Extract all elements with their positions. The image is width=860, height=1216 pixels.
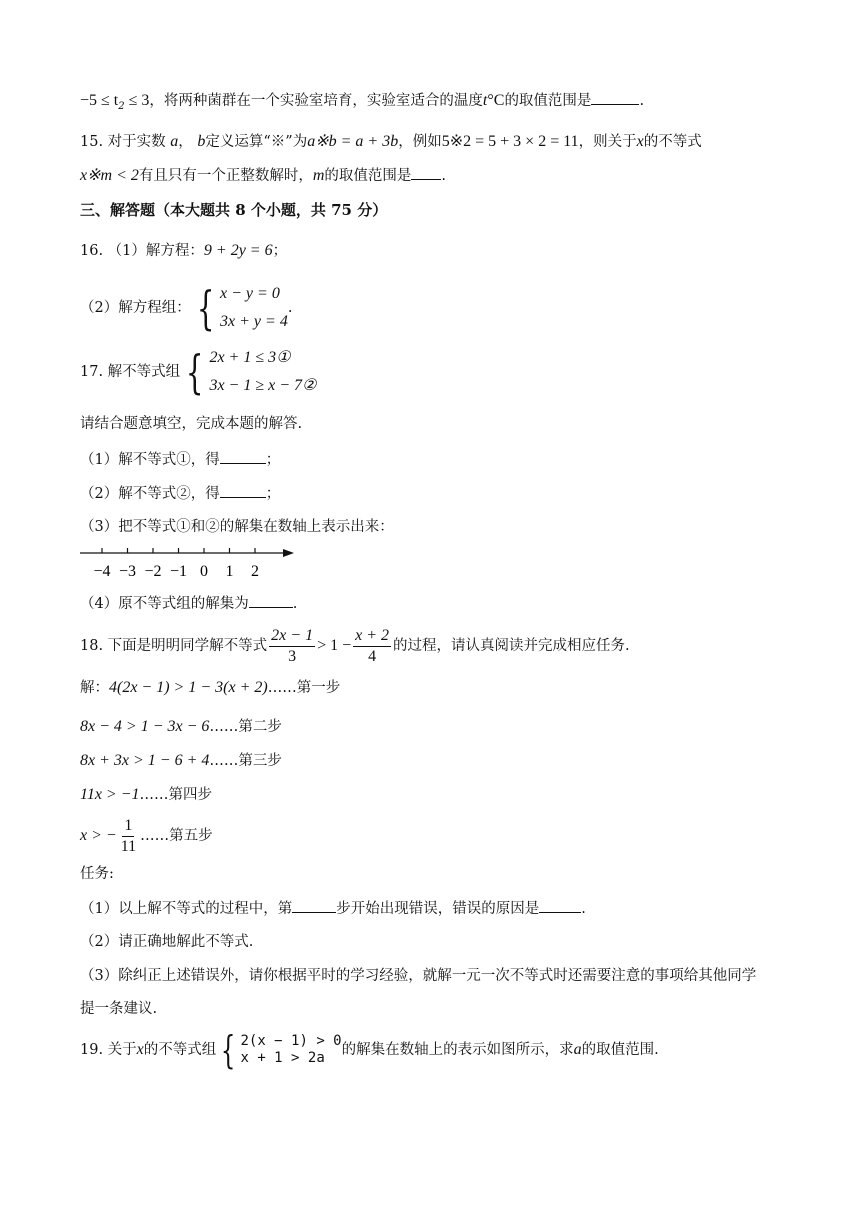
arrow-right-icon [283,549,294,557]
numerator: 2x − 1 [269,626,315,647]
q15-line2 [80,164,790,187]
equation: 9 + 2y = 6 [203,242,273,259]
q17-part3: （3）把不等式①和②的解集在数轴上表示出来： [80,519,394,535]
q15-text: 有且只有一个正整数解时， [138,168,313,184]
system-eq-2: 3x + y = 4 [220,313,288,330]
q17-text: 解不等式组 [107,364,181,380]
q15-text: 对于实数 [107,134,166,150]
step-expression: 11x > −1 [80,786,140,803]
q18-task3: （3）除纠正上述错误外，请你根据平时的学习经验，就解一元一次不等式时还需要注意的事项给其他同学 [80,968,757,984]
q19-text: 关于 [107,1042,137,1058]
q17-instruction: 请结合题意填空，完成本题的解答. [80,416,303,432]
q17-part4-label: （4）原不等式组的解集为 [80,596,249,612]
q18-header [80,622,790,670]
unit-celsius: °C [487,92,505,109]
step-expression: 8x + 3x > 1 − 6 + 4 [80,752,210,769]
period: . [639,93,645,109]
step-label: ……第三步 [209,753,282,769]
step-expression: x > − [80,827,117,844]
q17-header [80,344,790,404]
semicolon: ； [265,486,281,502]
answer-blank[interactable] [292,897,336,913]
q18-text: 下面是明明同学解不等式 [107,638,268,654]
temp-range-start: −5 ≤ t [80,92,119,109]
q17-part2 [80,482,790,505]
fraction-lhs [269,626,315,667]
inequality-system: { 2(x − 1) > 0 x + 1 > 2a [221,1028,342,1072]
question-number: 18. [80,638,104,654]
numerator: 1 [122,816,134,837]
q15-line1 [80,131,790,153]
period: . [292,596,298,612]
period: . [441,168,447,184]
q18-task1 [80,897,790,920]
fraction-rhs [353,626,391,667]
answer-blank[interactable] [591,89,639,105]
solution-label: 解： [80,680,109,696]
question-number: 15. [80,134,104,150]
number-line-tick-label: −1 [169,563,188,580]
q16-part1 [80,240,790,262]
system-eq-1: x − y = 0 [220,285,280,302]
temp-range-end: ≤ 3 [124,92,150,109]
q17-part2-label: （2）解不等式②，得 [80,486,220,502]
q18-task3-continued: 提一条建议. [80,1001,158,1017]
var-t: t [482,92,488,109]
answer-blank[interactable] [220,448,266,464]
denominator: 4 [368,647,377,665]
answer-blank[interactable] [220,482,266,498]
step-label: ……第四步 [139,787,213,803]
equation-system: { x − y = 0 3x + y = 4 [196,281,288,335]
q14-text: ，将两种菌群在一个实验室培育，实验室适合的温度 [149,93,483,109]
answer-blank[interactable] [411,164,441,180]
q17-part4 [80,592,790,615]
var-m: m [312,167,325,184]
q15-text: 的不等式 [643,134,702,150]
step-label: ……第二步 [209,719,282,735]
step-expression: 4(2x − 1) > 1 − 3(x + 2) [109,679,268,696]
q19-text: 的不等式组 [143,1042,217,1058]
q18-task2: （2）请正确地解此不等式. [80,934,254,950]
number-line-tick-label: −3 [118,563,137,580]
operation-definition: a※b = a + 3b [307,133,399,150]
q18-step5 [80,812,790,860]
semicolon: ； [272,243,288,259]
q17-part1 [80,448,790,471]
denominator: 11 [120,837,137,855]
number-line-tick-label: 1 [225,563,234,580]
q15-text: ，例如 [398,134,442,150]
q16-part2 [80,280,790,340]
number-line-tick-label: −4 [93,563,111,580]
operation-example: 5※2 = 5 + 3 × 2 = 11 [441,133,579,150]
section-heading: 三、解答题（本大题共 8 个小题，共 75 分） [80,201,388,219]
period: . [581,901,586,917]
period: . [287,300,293,316]
step-label: ……第五步 [140,828,213,844]
var-x: x [636,133,644,150]
step-expression: 8x − 4 > 1 − 3x − 6 [80,718,210,735]
denominator: 3 [288,647,297,665]
number-line-tick-label: 2 [251,563,259,580]
q15-text: 的取值范围是 [324,168,412,184]
q18-step2 [80,716,790,738]
q18-step1 [80,677,790,699]
q14-text2: 的取值范围是 [504,93,592,109]
var-a: a [573,1041,582,1058]
inequality-system: { 2x + 1 ≤ 3① 3x − 1 ≥ x − 7② [186,345,317,399]
number-line-tick-label: 0 [200,563,208,580]
number-line-tick-label: −2 [144,563,162,580]
inequality-2: x + 1 > 2a [240,1050,325,1066]
q16-part1-label: （1）解方程： [107,243,204,259]
q19-text: 的解集在数轴上的表示如图所示，求 [341,1042,574,1058]
step-label: ……第一步 [267,680,341,696]
inequality-1: 2x + 1 ≤ 3① [209,349,291,366]
inequality: x※m < 2 [80,167,139,184]
inequality-sign: > 1 − [317,637,352,654]
number-line [80,544,300,584]
semicolon: ； [265,452,281,468]
question-number: 16. [80,243,104,259]
q18-text: 的过程，请认真阅读并完成相应任务. [393,638,630,654]
answer-blank[interactable] [249,592,293,608]
q18-step3 [80,750,790,772]
q15-text: 定义运算“※”为 [205,134,308,150]
question-number: 19. [80,1042,104,1058]
numerator: x + 2 [353,626,391,647]
q16-part2-label: （2）解方程组： [80,300,191,316]
task-text: （1）以上解不等式的过程中，第 [80,901,293,917]
q18-task-heading: 任务: [80,866,114,882]
task-text: 步开始出现错误，错误的原因是 [336,901,540,917]
inequality-2: 3x − 1 ≥ x − 7② [209,377,317,394]
var-a: a [170,133,179,150]
q19-text: 的取值范围. [581,1042,659,1058]
fraction [119,816,138,857]
answer-blank[interactable] [539,897,581,913]
q15-text: ，则关于 [578,134,637,150]
question-number: 17. [80,364,104,380]
inequality-1: 2(x − 1) > 0 [240,1033,342,1049]
q19-header [80,1030,790,1070]
subscript: 2 [118,100,125,112]
comma: ， [178,134,193,150]
var-x: x [136,1041,144,1058]
var-b: b [197,133,206,150]
q17-part1-label: （1）解不等式①，得 [80,452,220,468]
q18-step4 [80,784,790,806]
q14-continuation [80,89,790,118]
